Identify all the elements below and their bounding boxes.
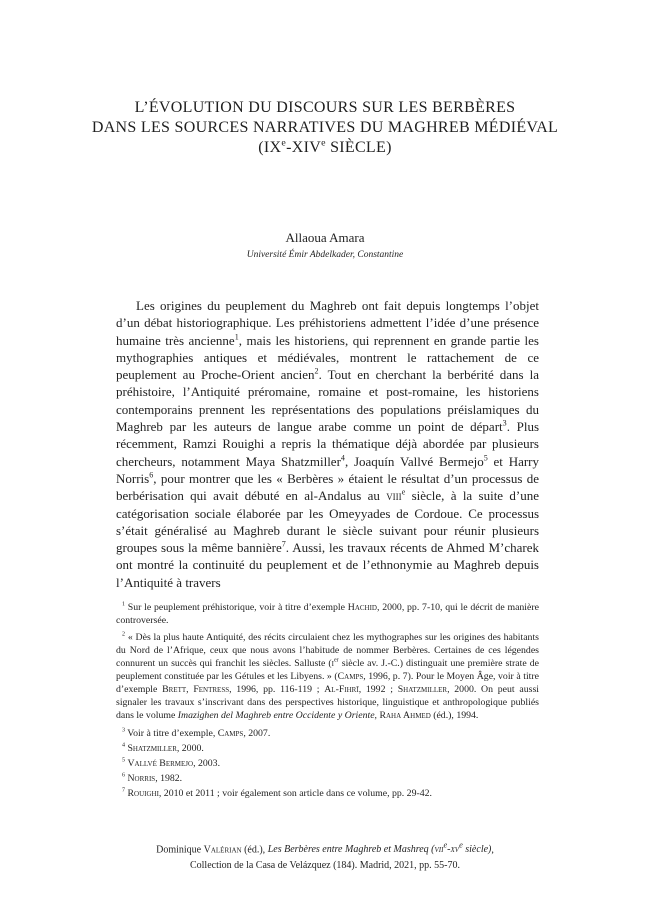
- citation-line-2: Collection de la Casa de Velázquez (184). Madrid, 2021, pp. 55-70.: [189, 860, 461, 872]
- author-name: Allaoua Amara: [285, 230, 365, 245]
- title-line-2: DANS LES SOURCES NARRATIVES DU MAGHREB MÉDIÉVAL: [91, 119, 559, 136]
- author-affiliation: Université Émir Abdelkader, Constantine: [246, 250, 404, 260]
- footnote-3: $^3$ Voir à titre d’exemple, Camps, 2007.: [122, 727, 271, 739]
- citation-line-1: Dominique Valérian (éd.), Les Berbères entre Maghreb et Mashreq ($vii^e-xv^e$ siècle),: [156, 841, 494, 856]
- citation-footer: [60, 838, 590, 874]
- footnote-6: $^6$ Norris, 1982.: [122, 772, 183, 784]
- footnote-4: $^4$ Shatzmiller, 2000.: [122, 742, 204, 754]
- title-line-3: (IXe-XIVe SIÈCLE): [258, 137, 392, 156]
- footnote-2: $^2$ « Dès la plus haute Antiquité, des récits circulaient chez les mythographes sur les origines des habitants du Nord de l’Afrique, ceux que nous avons l’habitude de nommer Berbères. Certaines de ces légendes connurent un succès qui franchit les siècles. Salluste ($i^{er}$ siècle av. J.-C.) distinguait une première strate de peuplement constituée par les Gétules et les Libyens. » (Camps, 1996, p. 7). Pour le Moyen Âge, voir à titre d’exemple Brett, Fentress, 1996, pp. 116-119 ; Al-Fihrī, 1992 ; Shatzmiller, 2000. On peut aussi signaler les travaux s’inscrivant dans des perspectives historique, linguistique et anthropologique publiés dans le volume Imazighen del Maghreb entre Occidente y Oriente, Raha Ahmed (éd.), 1994.: [116, 631, 539, 721]
- footnote-ref[interactable]: 4: [340, 453, 345, 463]
- body-paragraph: Les origines du peuplement du Maghreb ont fait depuis longtemps l’objet d’un débat historiographique. Les préhistoriens admettent l’idée d’une présence humaine très ancienne$^1$, mais les historiens, qui reprennent en grande partie les mythographies antiques et médiévales, montrent le rattachement de ce peuplement au Proche-Orient ancien$^2$. Tout en cherchant la berbérité dans la préhistoire, l’Antiquité préromaine, romaine et post-romaine, les historiens contemporains prennent les représentations des populations préislamiques du Maghreb par les auteurs de langue arabe comme un point de départ$^3$. Plus récemment, Ramzi Rouighi a repris la thématique déjà abordée par plusieurs chercheurs, notamment Maya Shatzmiller$^4$, Joaquín Vallvé Bermejo$^5$ et Harry Norris$^6$, pour montrer que les « Berbères » étaient le résultat d’un processus de berbérisation qui avait débuté en al-Andalus au viii$^e$ siècle, à la suite d’une catégorisation sociale élaborée par les Omeyyades de Cordoue. Ce processus s’était généralisé au Maghreb durant le siècle suivant pour réunir plusieurs groupes sous la même bannière$^7$. Aussi, les travaux récents de Ahmed M’charek ont montré la continuité du peuplement et de l’ethnonymie au Maghreb depuis l’Antiquité à travers: [116, 298, 540, 590]
- footnote-ref[interactable]: 2: [314, 366, 319, 376]
- footnotes: [116, 601, 539, 802]
- title-line-1: L’ÉVOLUTION DU DISCOURS SUR LES BERBÈRES: [134, 99, 516, 116]
- footnote-7: $^7$ Rouighi, 2010 et 2011 ; voir également son article dans ce volume, pp. 29-42.: [122, 787, 432, 799]
- footnote-ref[interactable]: 5: [483, 453, 488, 463]
- footnote-5: $^5$ Vallvé Bermejo, 2003.: [122, 757, 221, 769]
- footnote-ref[interactable]: 7: [281, 539, 286, 549]
- footnote-ref[interactable]: 6: [149, 470, 154, 480]
- article-title: [60, 98, 590, 158]
- footnote-ref[interactable]: 3: [502, 418, 507, 428]
- footnote-1: $^1$ Sur le peuplement préhistorique, voir à titre d’exemple Hachid, 2000, pp. 7-10, qui le décrit de manière controversée.: [116, 601, 539, 626]
- footnote-ref[interactable]: 1: [234, 332, 239, 342]
